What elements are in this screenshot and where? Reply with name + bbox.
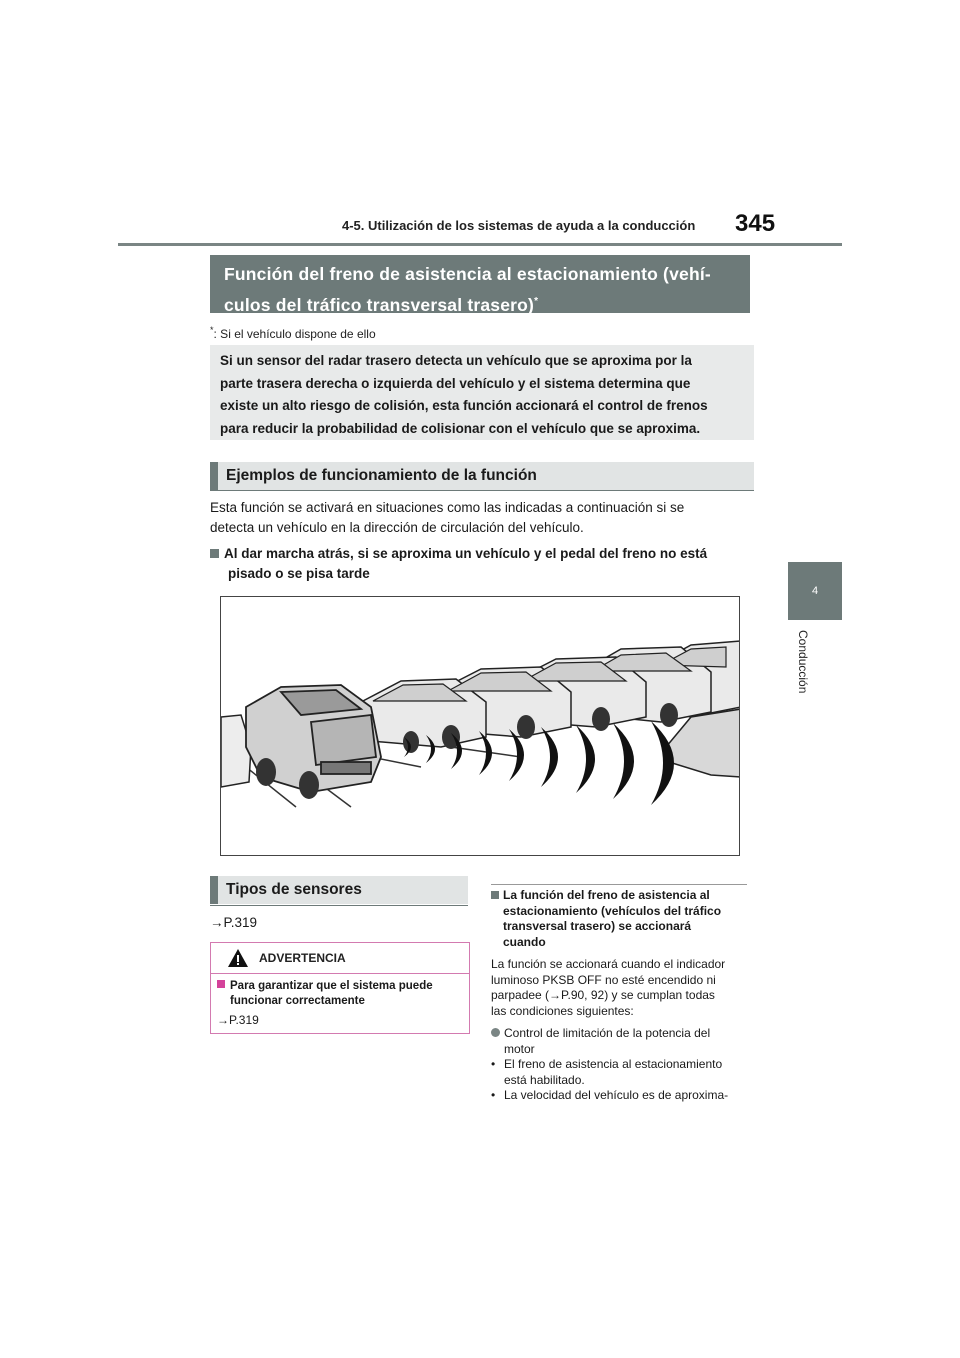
section-title-box [210, 255, 750, 313]
chapter-label [796, 630, 812, 710]
pink-square-bullet-icon [217, 980, 225, 988]
bullet-dot-icon: • [491, 1088, 496, 1102]
examples-heading: Ejemplos de funcionamiento de la función [210, 462, 754, 490]
examples-text-line: Esta función se activará en situaciones como las indicadas a continuación si se [210, 500, 685, 515]
intro-line: existe un alto riesgo de colisión, esta función accionará el control de frenos [220, 398, 708, 413]
scenario-heading [210, 544, 754, 584]
footnote-text: : Si el vehículo dispone de ello [213, 327, 376, 341]
bullet-line-text: El freno de asistencia al estacionamiento [504, 1057, 723, 1071]
page-number: 345 [735, 210, 776, 237]
condition-line-1-text: Control de limitación de la potencia del [504, 1026, 711, 1040]
title-footnote-mark: * [534, 296, 539, 307]
section-title-line-2 [224, 288, 736, 319]
scenario-line-1 [210, 544, 754, 564]
activation-paragraph [491, 957, 747, 1019]
square-bullet-icon [491, 891, 499, 899]
warning-box [210, 942, 470, 1034]
activation-paragraph-line: La función se accionará cuando el indicador [491, 957, 726, 971]
chapter-tab: 4 [788, 562, 842, 620]
bullet-line [491, 1088, 747, 1104]
warning-item-line-1-text: Para garantizar que el sistema puede [230, 980, 433, 992]
activation-paragraph-line: luminoso PKSB OFF no esté encendido ni [491, 972, 716, 987]
warning-header [211, 943, 469, 974]
bullet-item [491, 1088, 747, 1104]
bullet-line: está habilitado. [504, 1072, 585, 1087]
header-section-title: 4-5. Utilización de los sistemas de ayuda a la conducción [342, 218, 696, 233]
activation-paragraph-line: las condiciones siguientes: [491, 1003, 634, 1018]
activation-heading [491, 888, 747, 950]
right-column-rule [491, 884, 747, 885]
activation-heading-line: cuando [503, 934, 546, 949]
parking-lot-illustration [221, 597, 740, 856]
footnote-mark: * [210, 325, 214, 335]
sensors-reference: →P.319 [210, 915, 258, 930]
header-rule [118, 243, 842, 246]
activation-heading-line: estacionamiento (vehículos del tráfico [503, 903, 722, 918]
warning-item-line-2: funcionar correctamente [230, 995, 365, 1007]
rear-cross-traffic-illustration [220, 596, 740, 856]
square-bullet-icon [210, 549, 219, 558]
intro-line: para reducir la probabilidad de colisionar con el vehículo que se aproxima. [220, 420, 701, 436]
warning-item-line-1 [217, 979, 462, 994]
right-column [491, 888, 747, 1104]
warning-triangle-icon [227, 948, 249, 968]
examples-paragraph [210, 498, 754, 538]
bullet-line [491, 1057, 747, 1073]
sensors-heading: Tipos de sensores [210, 876, 468, 904]
bullet-item [491, 1057, 747, 1088]
condition-line-1 [491, 1026, 747, 1042]
scenario-line-2: pisado o se pisa tarde [228, 566, 370, 581]
warning-reference: →P.319 [217, 1013, 259, 1027]
activation-paragraph-line: parpadee (→P.90, 92) y se cumplan todas [491, 988, 715, 1002]
section-title-line-1: Función del freno de asistencia al estacionamiento (vehí- [224, 264, 711, 284]
activation-heading-line-1-text: La función del freno de asistencia al [503, 888, 710, 902]
examples-heading-rule [210, 490, 754, 491]
bullet-list [491, 1057, 747, 1104]
bullet-dot-icon: • [491, 1057, 496, 1071]
condition-item [491, 1026, 747, 1057]
warning-item [217, 979, 462, 1009]
intro-line: parte trasera derecha o izquierda del vehículo y el sistema determina que [220, 375, 691, 391]
examples-text-line: detecta un vehículo en la dirección de circulación del vehículo. [210, 520, 584, 535]
intro-summary-box [210, 345, 754, 440]
chapter-label-text: Conducción [796, 630, 810, 694]
bullet-line-text: La velocidad del vehículo es de aproxima- [504, 1088, 729, 1102]
sensors-heading-rule [210, 905, 468, 906]
footnote [210, 325, 376, 341]
scenario-line-1-text: Al dar marcha atrás, si se aproxima un vehículo y el pedal del freno no está [224, 546, 708, 561]
circle-bullet-icon [491, 1028, 500, 1037]
condition-line-2: motor [504, 1041, 535, 1056]
warning-title: ADVERTENCIA [259, 951, 346, 965]
intro-line: Si un sensor del radar trasero detecta un vehículo que se aproxima por la [220, 353, 692, 368]
activation-heading-line: transversal trasero) se accionará [503, 919, 692, 933]
section-title-line-2-text: culos del tráfico transversal trasero) [224, 294, 535, 315]
activation-heading-line-1 [491, 888, 747, 904]
